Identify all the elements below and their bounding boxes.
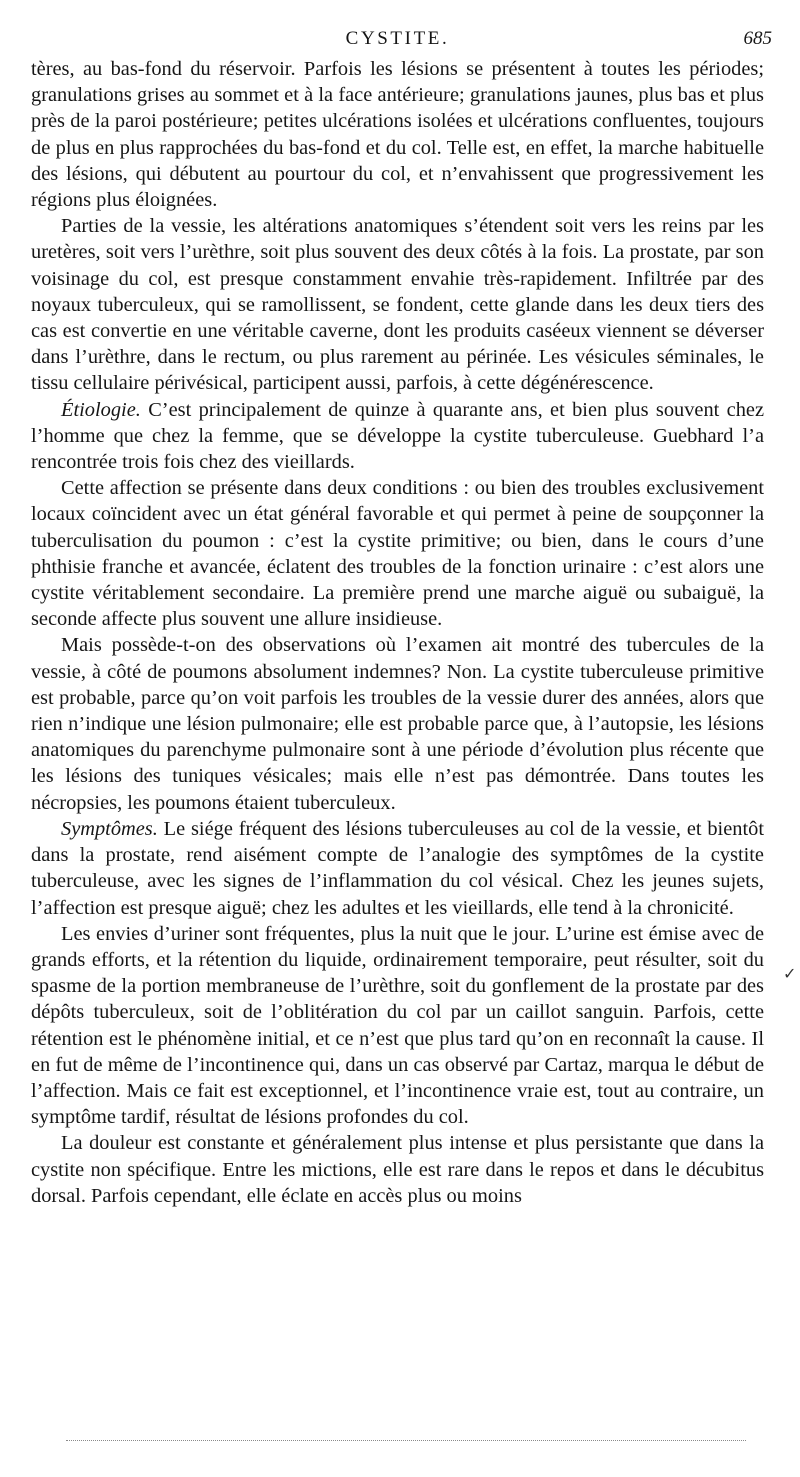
paragraph [31, 56, 764, 213]
paragraph-text: Mais possède-t-on des observations où l’examen ait montré des tubercules de la vessie, à côté de poumons absolument indemnes? Non. La cystite tuberculeuse primitive est probable, parce qu’on voit parfois les troubles de la vessie durer des années, alors que rien n’indique une lésion pulmonaire; elle est probable parce que, à l’autopsie, les lésions anatomiques du parenchyme pulmonaire sont à une période d’évolution plus récente que les lésions des tuniques vésicales; mais elle n’est pas démontrée. Dans toutes les nécropsies, les poumons étaient tuberculeux. [31, 634, 764, 814]
paragraph-text: C’est principalement de quinze à quarante ans, et bien plus souvent chez l’homme que chez la femme, que se développe la cystite tuberculeuse. Guebhard l’a rencontrée trois fois chez des vieillards. [31, 398, 764, 474]
paragraph-text: Cette affection se présente dans deux conditions : ou bien des troubles exclusivement locaux coïncident avec un état général favorable et qui permet à peine de soupçonner la tuberculisation du poumon : c’est la cystite primitive; ou bien, dans le cours d’une phthisie franche et avancée, éclatent des troubles de la fonction urinaire : c’est alors une cystite véritablement secondaire. La première prend une marche aiguë ou subaiguë, la seconde affecte plus souvent une allure insidieuse. [31, 477, 764, 631]
running-header [31, 22, 772, 56]
page-number: 685 [743, 28, 772, 49]
paragraph [31, 816, 764, 921]
paragraph [31, 213, 764, 396]
footer-dotted-rule [66, 1440, 746, 1441]
paragraph-text: Parties de la vessie, les altérations anatomiques s’étendent soit vers les reins par les uretères, soit vers l’urèthre, soit plus souvent des deux côtés à la fois. La prostate, par son voisinage du col, est presque constamment envahie très-rapidement. Infiltrée par des noyaux tuberculeux, qui se ramollissent, se fondent, cette glande dans les deux tiers des cas est convertie en une véritable caverne, dont les produits caséeux viennent se déverser dans l’urèthre, dans le rectum, ou plus rarement au périnée. Les vésicules séminales, le tissu cellulaire périvésical, participent aussi, parfois, à cette dégénérescence. [31, 215, 764, 395]
paragraph-text: Le siége fréquent des lésions tuberculeuses au col de la vessie, et bientôt dans la prostate, rend aisément compte de l’analogie des symptômes de la cystite tuberculeuse, avec les signes de l’inflammation du col vésical. Chez les jeunes sujets, l’affection est presque aiguë; chez les adultes et les vieillards, elle tend à la chronicité. [31, 817, 764, 919]
section-heading-etiologie: Étiologie. [61, 398, 141, 421]
paragraph [31, 475, 764, 632]
running-title: CYSTITE. [345, 28, 450, 49]
paragraph-text: La douleur est constante et généralement plus intense et plus persistante que dans la cystite non spécifique. Entre les mictions, elle est rare dans le repos et dans le décubitus dorsal. Parfois cependant, elle éclate en accès plus ou moins [31, 1132, 764, 1207]
paragraph [31, 632, 764, 815]
paragraph-text: Les envies d’uriner sont fréquentes, plus la nuit que le jour. L’urine est émise avec de grands efforts, et la rétention du liquide, ordinairement temporaire, peut résulter, soit du spasme de la portion membraneuse de l’urèthre, soit du gonflement de la prostate par des dépôts tuberculeux, soit de l’oblitération du col par un caillot sanguin. Parfois, cette rétention est le phénomène initial, et ce n’est que plus tard qu’on en reconnaît la cause. Il en fut de même de l’incontinence qui, dans un cas observé par Cartaz, marqua le début de l’affection. Mais ce fait est exceptionnel, et l’incontinence vraie est, tout au contraire, un symptôme tardif, résultat de lésions profondes du col. [31, 922, 764, 1129]
section-heading-symptomes: Symptômes. [61, 817, 158, 840]
body-text [31, 56, 764, 1209]
paragraph-text: tères, au bas-fond du réservoir. Parfois les lésions se présentent à toutes les périodes; granulations grises au sommet et à la face antérieure; granulations jaunes, plus bas et plus près de la paroi postérieure; petites ulcérations isolées et ulcérations confluentes, toujours de plus en plus rapprochées du bas-fond et du col. Telle est, en effet, la marche habituelle des lésions, qui débutent au pourtour du col, et n’envahissent que progressivement les régions plus éloignées. [31, 58, 764, 212]
paragraph [31, 397, 764, 476]
paragraph [31, 921, 764, 1131]
book-page [31, 22, 772, 1209]
paragraph [31, 1130, 764, 1209]
margin-mark: ✓ [783, 966, 797, 983]
